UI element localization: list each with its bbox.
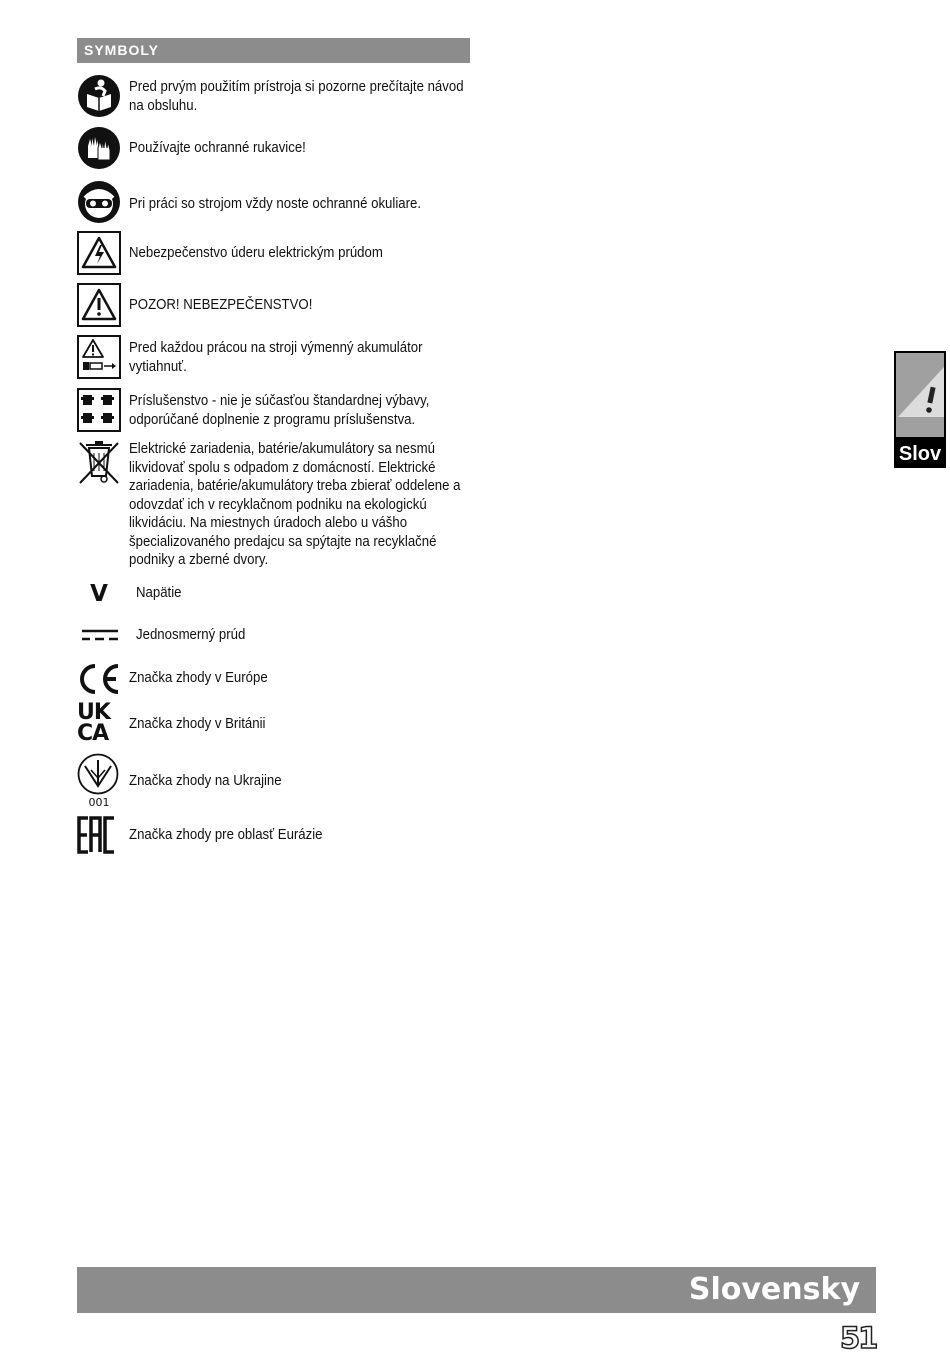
symbol-description: Značka zhody pre oblasť Eurázie <box>129 826 323 843</box>
symbol-row-electric-shock <box>77 231 477 275</box>
symbol-row-eac <box>77 816 477 854</box>
eac-mark-icon <box>77 816 121 854</box>
caution-triangle-icon <box>77 283 121 327</box>
symbol-row-direct-current <box>77 622 477 650</box>
goggles-icon <box>77 180 121 224</box>
warning-tab-icon <box>896 353 944 437</box>
symbol-row-ukraine <box>77 752 477 812</box>
symbol-description: POZOR! NEBEZPEČENSTVO! <box>129 296 313 313</box>
symbol-description: Príslušenstvo - nie je súčasťou štandardnej výbavy, odporúčané doplnenie z programu príslušenstva. <box>129 392 430 428</box>
weee-crossed-bin-icon <box>77 439 121 487</box>
symbol-description: Nebezpečenstvo úderu elektrickým prúdom <box>129 244 383 261</box>
volt-symbol: V <box>90 581 108 607</box>
symbol-description: Značka zhody na Ukrajine <box>129 772 282 789</box>
symbol-description: Napätie <box>136 584 182 601</box>
symbol-description: Elektrické zariadenia, batérie/akumulátory sa nesmú likvidovať spolu s odpadom z domácností. Elektrické zariadenia, batérie/akumulátory treba zbierať oddelene a odovzdať ich v recyklačnom podniku na ekologickú likvidáciu. Na miestnych úradoch alebo u vášho špecializovaného predajcu sa spýtajte na recyklačné podniky a zberné dvory. <box>129 440 461 568</box>
symbol-row-remove-battery <box>77 335 477 379</box>
section-title: SYMBOLY <box>77 38 470 63</box>
symbol-row-ukca <box>77 702 477 746</box>
symbol-row-volt <box>77 580 477 608</box>
symbol-description: Pred každou prácou na stroji výmenný akumulátor vytiahnuť. <box>129 339 423 375</box>
symbol-description: Používajte ochranné rukavice! <box>129 139 306 156</box>
remove-battery-icon <box>77 335 121 379</box>
footer-language-bar <box>77 1267 876 1313</box>
symbol-row-read-manual <box>77 74 477 118</box>
direct-current-icon <box>77 622 121 650</box>
language-side-tab <box>894 351 946 468</box>
symbol-row-gloves <box>77 126 477 170</box>
symbol-description: Jednosmerný prúd <box>136 626 246 643</box>
symbol-row-ce <box>77 662 477 696</box>
gloves-icon <box>77 126 121 170</box>
symbol-description: Značka zhody v Británii <box>129 715 266 732</box>
ukca-mark-line: UK <box>77 700 110 725</box>
page-number: 51 <box>840 1321 877 1355</box>
electric-shock-warning-icon <box>77 231 121 275</box>
accessories-icon <box>77 388 121 432</box>
ce-mark-icon <box>77 662 121 696</box>
symbol-description: Značka zhody v Európe <box>129 669 268 686</box>
symbol-row-goggles <box>77 180 477 224</box>
ukca-mark-icon <box>77 702 121 746</box>
symbol-row-accessories <box>77 388 477 432</box>
footer-language-label: Slovensky <box>688 1272 860 1307</box>
read-manual-icon <box>77 74 121 118</box>
language-tab-label: Slov <box>898 443 942 465</box>
ukraine-mark-icon <box>77 752 121 812</box>
symbol-row-caution <box>77 283 477 327</box>
symbol-description: Pred prvým použitím prístroja si pozorne prečítajte návod na obsluhu. <box>129 78 464 114</box>
symbol-description: Pri práci so strojom vždy noste ochranné okuliare. <box>129 195 422 212</box>
ukraine-mark-code: 001 <box>88 796 110 809</box>
ukca-mark-line: CA <box>77 721 109 746</box>
symbol-row-weee <box>77 439 477 574</box>
